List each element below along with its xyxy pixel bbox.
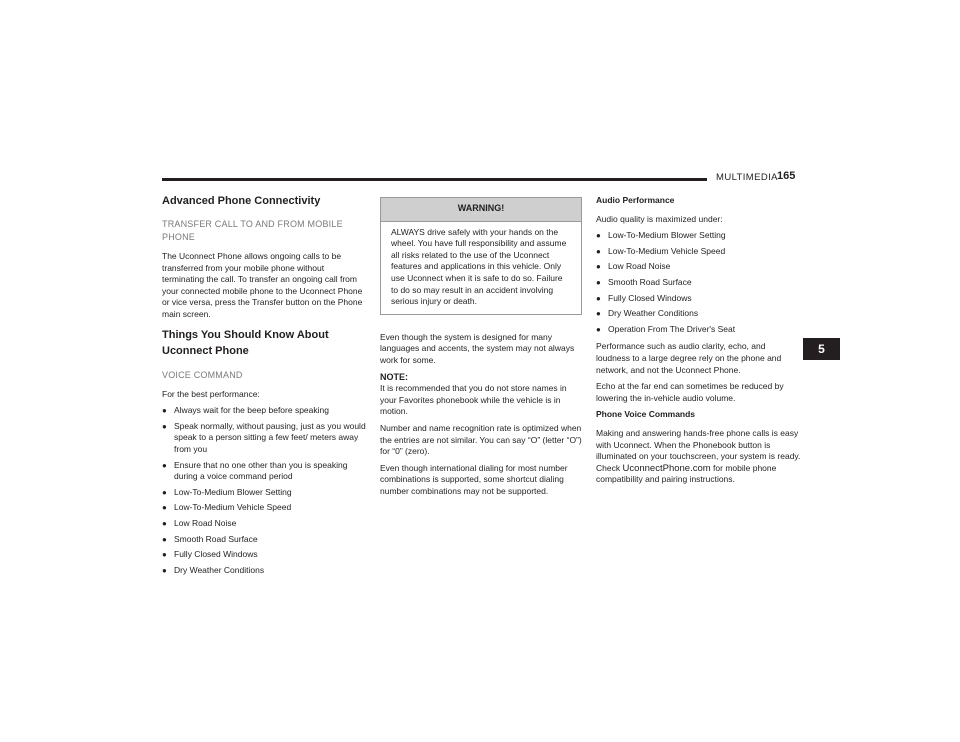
bullet-icon: ● [162, 518, 167, 528]
section-heading: Advanced Phone Connectivity [162, 195, 321, 207]
list-item: ● Smooth Road Surface [596, 276, 692, 287]
phone-voice-commands-heading: Phone Voice Commands [596, 409, 696, 420]
bullet-icon: ● [596, 231, 601, 241]
warning-text: ALWAYS drive safely with your hands on the wheel. You have full responsibility and assume all risks related to the use of the Uconnect features and applications in this vehicle. Only use Uconnect when it is safe to do so. Failure to do so may result in an accident involving serious injury or death. [391, 226, 567, 307]
bullet-icon: ● [596, 324, 601, 334]
voice-command-heading: VOICE COMMAND [162, 369, 243, 380]
column-left [162, 194, 367, 582]
list-item: ● Low Road Noise [596, 261, 671, 272]
bullet-icon: ● [162, 534, 167, 544]
bullet-icon: ● [162, 487, 167, 497]
things-to-know-heading: Things You Should Know About Uconnect Phone [162, 328, 329, 357]
bullet-icon: ● [596, 262, 601, 272]
bullet-icon: ● [162, 406, 167, 416]
voice-commands-text: Making and answering hands-free phone calls is easy with Uconnect. When the Phonebook button is illuminated on your touchscreen, your system is ready. Check UconnectPhone.com for mobile phone compatibility and pairing instructions. [596, 427, 801, 485]
bullet-icon: ● [162, 503, 167, 513]
bullet-icon: ● [162, 460, 167, 470]
chapter-tab: 5 [803, 338, 840, 360]
warning-title: WARNING! [381, 198, 581, 222]
header-rule [162, 178, 707, 181]
list-item: ● Fully Closed Windows [162, 549, 258, 560]
list-item: ● Low-To-Medium Vehicle Speed [596, 245, 726, 256]
list-item: ● Dry Weather Conditions [162, 564, 265, 575]
note-label: NOTE: [380, 371, 408, 382]
column-right [596, 195, 801, 491]
list-item: ● Always wait for the beep before speaking [162, 405, 329, 416]
performance-text: Performance such as audio clarity, echo, and loudness to a large degree rely on the phone and network, and not the Uconnect Phone. [596, 341, 782, 375]
recognition-text: Number and name recognition rate is optimized when the entries are not similar. You can say “O” (letter “O”) for “0” (zero). [380, 422, 582, 457]
list-item: ● Ensure that no one other than you is speaking during a voice command period [162, 459, 348, 482]
list-item: ● Low Road Noise [162, 517, 237, 528]
note-text: It is recommended that you do not store names in your Favorites phonebook while the vehicle is in motion. [380, 383, 567, 417]
list-item: ● Low-To-Medium Blower Setting [596, 230, 726, 241]
languages-text: Even though the system is designed for many languages and accents, the system may not always work for some. [380, 331, 575, 365]
bullet-icon: ● [162, 550, 167, 560]
audio-intro: Audio quality is maximized under: [596, 213, 723, 224]
list-item: ● Operation From The Driver's Seat [596, 323, 736, 334]
bullet-icon: ● [162, 565, 167, 575]
bullet-icon: ● [596, 309, 601, 319]
list-item: ● Dry Weather Conditions [596, 308, 699, 319]
column-middle [380, 197, 582, 502]
voice-command-intro: For the best performance: [162, 388, 260, 399]
audio-performance-heading: Audio Performance [596, 195, 675, 205]
warning-box [380, 197, 582, 315]
dialing-text: Even though international dialing for most number combinations is supported, some shortcut dialing number combinations may not be supported. [380, 462, 568, 496]
list-item: ● Fully Closed Windows [596, 292, 692, 303]
list-item: ● Low-To-Medium Blower Setting [162, 486, 292, 497]
section-title: MULTIMEDIA [716, 172, 778, 183]
bullet-icon: ● [596, 246, 601, 256]
page-number: 165 [777, 170, 796, 182]
bullet-icon: ● [596, 293, 601, 303]
performance-list [162, 405, 367, 576]
list-item: ● Speak normally, without pausing, just as you would speak to a person sitting a few feet/ meters away from you [162, 420, 366, 454]
bullet-icon: ● [596, 277, 601, 287]
list-item: ● Low-To-Medium Vehicle Speed [162, 502, 292, 513]
audio-list [596, 230, 801, 335]
echo-text: Echo at the far end can sometimes be reduced by lowering the in-vehicle audio volume. [596, 381, 784, 403]
uconnect-phone-link[interactable]: UconnectPhone.com [622, 462, 711, 474]
list-item: ● Smooth Road Surface [162, 533, 258, 544]
transfer-call-heading: TRANSFER CALL TO AND FROM MOBILE PHONE [162, 219, 343, 242]
transfer-call-text: The Uconnect Phone allows ongoing calls to be transferred from your mobile phone without terminating the call. To transfer an ongoing call from your connected mobile phone to the Uconnect Phone or vice versa, press the Transfer button on the Phone main screen. [162, 251, 363, 319]
bullet-icon: ● [162, 421, 167, 431]
